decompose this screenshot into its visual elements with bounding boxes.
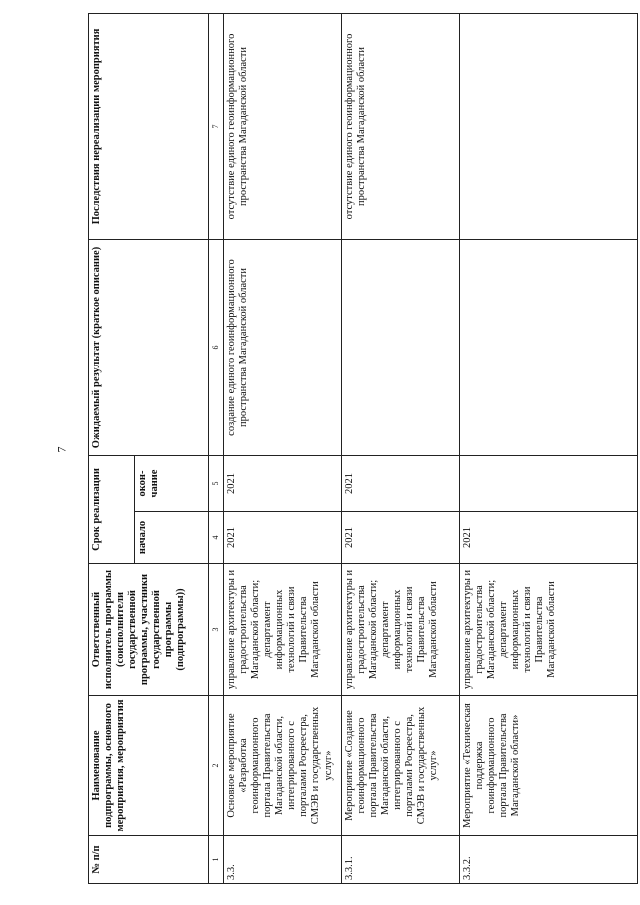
- header-responsible: Ответственный исполнитель программы (соисполнители государственной программы, участники государственной программы (подпрограммы)): [89, 564, 209, 696]
- row-responsible: управление архитектуры и градостроительства Магаданской области; департамент информационных технологий и связи Правительства Магаданской области: [342, 564, 460, 696]
- measures-table: [88, 13, 638, 884]
- row-end: [460, 456, 638, 512]
- row-responsible: управление архитектуры и градостроительства Магаданской области; департамент информационных технологий и связи Правительства Магаданской области: [224, 564, 342, 696]
- row-result: создание единого геоинформационного пространства Магаданской области: [224, 240, 342, 456]
- row-name: Основное мероприятие «Разработка геоинформационного портала Правительства Магаданской области, интегрированного с порталами Росреестра, СМЭВ и государственных услуг»: [224, 696, 342, 836]
- row-end: 2021: [342, 456, 460, 512]
- table-row: [342, 14, 460, 884]
- column-number: 4: [209, 512, 224, 564]
- row-responsible: управление архитектуры и градостроительства Магаданской области; департамент информационных технологий и связи Правительства Магаданской области: [460, 564, 638, 696]
- row-consequences: отсутствие единого геоинформационного пространства Магаданской области: [342, 14, 460, 240]
- row-end: 2021: [224, 456, 342, 512]
- row-num: 3.3.1.: [342, 836, 460, 884]
- column-number: 1: [209, 836, 224, 884]
- table-row: [224, 14, 342, 884]
- header-consequences: Последствия нереализации мероприятия: [89, 14, 209, 240]
- row-result: [342, 240, 460, 456]
- column-number: 3: [209, 564, 224, 696]
- row-start: 2021: [342, 512, 460, 564]
- column-number: 2: [209, 696, 224, 836]
- row-result: [460, 240, 638, 456]
- row-num: 3.3.2.: [460, 836, 638, 884]
- column-number: 6: [209, 240, 224, 456]
- row-name: Мероприятие «Создание геоинформационного портала Правительства Магаданской области, интегрированного с порталами Росреестра, СМЭВ и государственных услуг»: [342, 696, 460, 836]
- rotated-table-container: [88, 14, 638, 884]
- header-result: Ожидаемый результат (краткое описание): [89, 240, 209, 456]
- header-term-end: окон-чание: [135, 456, 209, 512]
- column-number: 5: [209, 456, 224, 512]
- header-term-start: начало: [135, 512, 209, 564]
- header-name: Наименование подпрограммы, основного мероприятия, мероприятия: [89, 696, 209, 836]
- table-row: [460, 14, 638, 884]
- row-consequences: отсутствие единого геоинформационного пространства Магаданской области: [224, 14, 342, 240]
- row-num: 3.3.: [224, 836, 342, 884]
- row-start: 2021: [460, 512, 638, 564]
- column-number: 7: [209, 14, 224, 240]
- header-term: Срок реализации: [89, 456, 135, 564]
- header-num: № п/п: [89, 836, 209, 884]
- row-name: Мероприятие «Техническая поддержка геоинформационного портала Правительства Магаданской области»: [460, 696, 638, 836]
- row-start: 2021: [224, 512, 342, 564]
- header-row: [89, 14, 135, 884]
- row-consequences: [460, 14, 638, 240]
- column-numbers-row: [209, 14, 224, 884]
- page-number: 7: [54, 446, 69, 453]
